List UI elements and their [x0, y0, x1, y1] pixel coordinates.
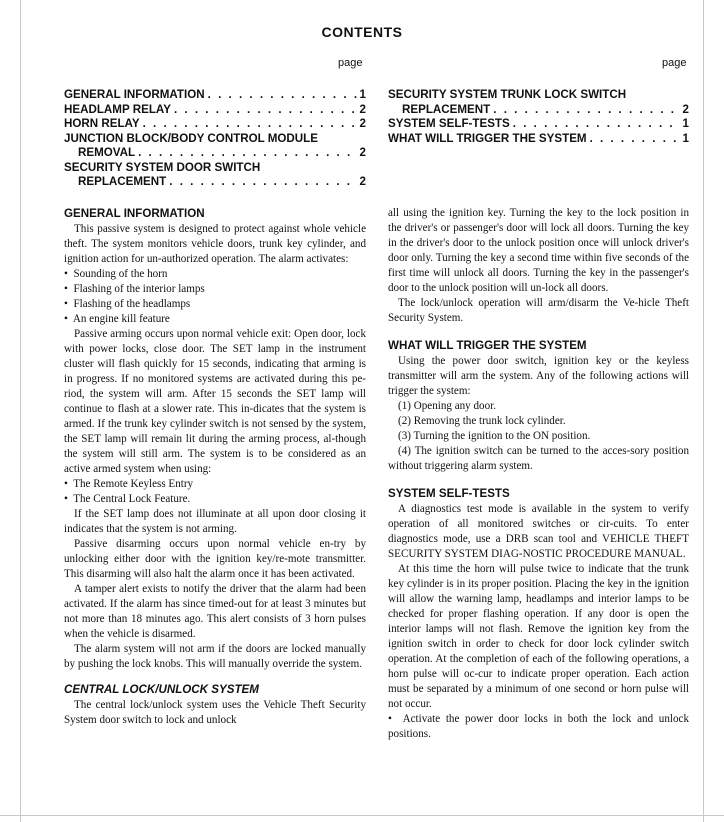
toc-entry[interactable]: SECURITY SYSTEM TRUNK LOCK SWITCH [388, 88, 627, 101]
toc-entry[interactable]: HORN RELAY . . . 2 [64, 117, 366, 132]
section-heading-central-lock: CENTRAL LOCK/UNLOCK SYSTEM [64, 683, 259, 696]
bullet-item: • An engine kill feature [64, 313, 170, 325]
paragraph: Passive arming occurs upon normal vehicle exit: Open door, lock with power locks, close door. The SET lamp in the instrument cluster will flash quickly for 15 seconds, indicating that arming is in progress. If no monitored systems are activated during this pe-riod, the system will arm. After 15 seconds the SET lamp will continue to flash at a slower rate. This in-dicates that the system is armed. If the trunk key cylinder switch is not sensed by the system, the SET lamp will remain lit during the arming process, al-though the system will still arm. The system is to be considered as an active armed system when using: [64, 328, 366, 475]
right-page-edge [703, 0, 704, 822]
bullet-item: • Activate the power door locks in both the lock and unlock positions. [388, 713, 689, 740]
toc-entry[interactable]: REPLACEMENT . . . 2 [388, 103, 689, 118]
left-page-edge [20, 0, 21, 822]
toc-entry[interactable]: REPLACEMENT . . . 2 [64, 175, 366, 190]
paragraph: Using the power door switch, ignition key or the keyless transmitter will arm the system. Any of the following actions will trigger the system: [388, 355, 689, 397]
paragraph: The lock/unlock operation will arm/disarm the Ve-hicle Theft Security System. [388, 297, 689, 324]
toc-entry[interactable]: HEADLAMP RELAY . . . 2 [64, 103, 366, 118]
bullet-item: • Flashing of the headlamps [64, 298, 191, 310]
toc-left [64, 88, 366, 190]
toc-entry[interactable]: REMOVAL . . . 2 [64, 146, 366, 161]
bullet-item: • The Remote Keyless Entry [64, 478, 194, 490]
numbered-item: (1) Opening any door. [398, 400, 496, 412]
section-heading-system-self-tests: SYSTEM SELF-TESTS [388, 487, 510, 500]
numbered-item: (4) The ignition switch can be turned to the acces-sory position without triggering alarm system. [388, 445, 689, 472]
bottom-page-edge [0, 815, 724, 816]
paragraph: The central lock/unlock system uses the Vehicle Theft Security System door switch to lock and unlock [64, 699, 366, 726]
toc-entry[interactable]: SECURITY SYSTEM DOOR SWITCH [64, 160, 261, 174]
section-heading-what-will-trigger: WHAT WILL TRIGGER THE SYSTEM [388, 339, 587, 352]
toc-entry[interactable]: JUNCTION BLOCK/BODY CONTROL MODULE [64, 131, 318, 145]
paragraph: Passive disarming occurs upon normal vehicle en-try by unlocking either door with the ignition key/re-mote transmitter. This disarming will also halt the alarm once it has been activated. [64, 538, 366, 580]
section-heading-general-information: GENERAL INFORMATION [64, 207, 205, 220]
numbered-item: (3) Turning the ignition to the ON position. [398, 430, 591, 442]
bullet-item: • The Central Lock Feature. [64, 493, 191, 505]
toc-right [388, 88, 689, 146]
body-column-right [388, 206, 689, 742]
toc-entry[interactable]: SYSTEM SELF-TESTS . . . 1 [388, 117, 689, 132]
toc-page-label-right: page [662, 57, 687, 69]
numbered-item: (2) Removing the trunk lock cylinder. [398, 415, 566, 427]
paragraph: At this time the horn will pulse twice to indicate that the trunk key cylinder is in its proper position. Placing the key in the ignition will allow the warning lamp, headlamps and interior lamps to be checked for proper flashing operation. If any door is open the interior lamps will not flash. Remove the ignition key from the ignition switch in order to check for door lock cylinder switch operation. At the completion of each of the following operations, a horn pulse will oc-cur to indicate proper operation. Each action must be separated by a minimum of one second or horn pulse will not occur. [388, 563, 689, 710]
toc-page-label-left: page [338, 57, 363, 69]
paragraph: The alarm system will not arm if the doors are locked manually by pushing the lock knobs. This will manually override the system. [64, 643, 366, 670]
paragraph: This passive system is designed to protect against whole vehicle theft. The system monitors vehicle doors, trunk key cylinder, and ignition action for un-authorized operation. The alarm activates: [64, 223, 366, 265]
paragraph: all using the ignition key. Turning the key to the lock position in the driver's or passenger's door will lock all doors. Turning the key in the driver's door to the unlock position once will unlock driver's door only. Turning the key a second time within five seconds of the first time will unlock all doors. Turning the key in the passenger's door to the unlock position will un-lock all doors. [388, 207, 689, 294]
paragraph: A diagnostics test mode is available in the system to verify operation of all monitored switches or cir-cuits. To enter diagnostics mode, use a DRB scan tool and VEHICLE THEFT SECURITY SYSTEM DIAG-NOSTIC PROCEDURE MANUAL. [388, 503, 689, 560]
bullet-item: • Sounding of the horn [64, 268, 168, 280]
toc-entry[interactable]: WHAT WILL TRIGGER THE SYSTEM . . . 1 [388, 132, 689, 147]
body-column-left [64, 206, 366, 728]
paragraph: A tamper alert exists to notify the driver that the alarm had been activated. If the alarm has since timed-out for at least 3 minutes but not more than 18 minutes ago. This alert consists of 3 horn pulses when the vehicle is disarmed. [64, 583, 366, 640]
bullet-item: • Flashing of the interior lamps [64, 283, 205, 295]
paragraph: If the SET lamp does not illuminate at all upon door closing it indicates that the system is not arming. [64, 508, 366, 535]
toc-entry[interactable]: GENERAL INFORMATION . . . 1 [64, 88, 366, 103]
page-title: CONTENTS [321, 24, 403, 40]
